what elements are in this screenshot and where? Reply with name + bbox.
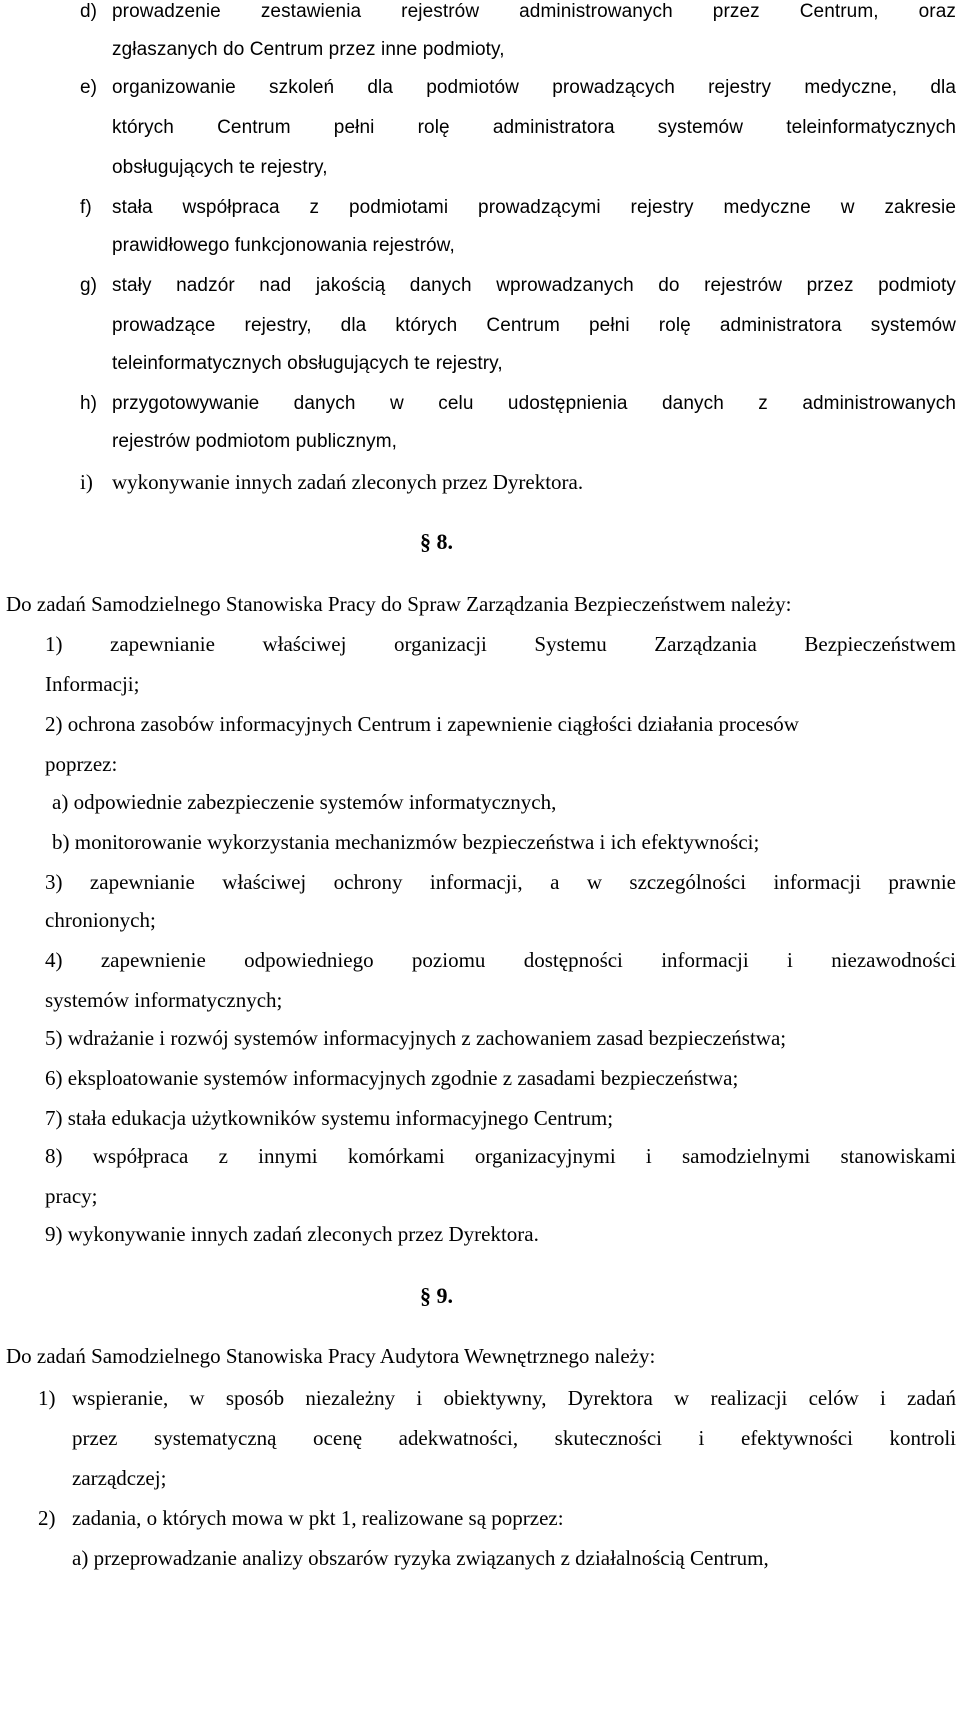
list-item-g-line1: stały nadzór nad jakością danych wprowadzanych do rejestrów przez podmioty: [112, 275, 956, 296]
list-label-h: h): [80, 393, 98, 414]
list-item-g-line2: prowadzące rejestry, dla których Centrum pełni rolę administratora systemów: [112, 315, 956, 336]
section-9-item-1-line3: zarządczej;: [72, 1466, 167, 1490]
list-item-f-line1: stała współpraca z podmiotami prowadzącymi rejestry medyczne w zakresie: [112, 197, 956, 218]
section-8-item-1-line1: 1) zapewnianie właściwej organizacji Systemu Zarządzania Bezpieczeństwem: [45, 632, 956, 656]
section-8-item-2-sub-b: b) monitorowanie wykorzystania mechanizmów bezpieczeństwa i ich efektywności;: [52, 830, 760, 854]
list-item-g-line3: teleinformatycznych obsługujących te rejestry,: [112, 353, 503, 374]
list-label-g: g): [80, 275, 98, 296]
section-8-item-1-line2: Informacji;: [45, 672, 140, 696]
section-8-item-8-line2: pracy;: [45, 1184, 98, 1208]
section-8-item-3-line1: 3) zapewnianie właściwej ochrony informacji, a w szczególności informacji prawnie: [45, 870, 956, 894]
list-item-e-line3: obsługujących te rejestry,: [112, 157, 328, 178]
list-item-e-line2: których Centrum pełni rolę administratora systemów teleinformatycznych: [112, 117, 956, 138]
section-8-item-8-line1: 8) współpraca z innymi komórkami organizacyjnymi i samodzielnymi stanowiskami: [45, 1144, 956, 1168]
list-item-f-line2: prawidłowego funkcjonowania rejestrów,: [112, 235, 455, 256]
section-8-item-2-sub-a: a) odpowiednie zabezpieczenie systemów informatycznych,: [52, 790, 557, 814]
list-label-i: i): [80, 470, 93, 494]
list-item-d-line1: prowadzenie zestawienia rejestrów administrowanych przez Centrum, oraz: [112, 1, 956, 22]
list-item-e-line1: organizowanie szkoleń dla podmiotów prowadzących rejestry medyczne, dla: [112, 77, 956, 98]
section-8-item-3-line2: chronionych;: [45, 908, 156, 932]
section-9-item-2-number: 2): [38, 1506, 56, 1530]
section-8-item-4-line2: systemów informatycznych;: [45, 988, 283, 1012]
section-9-item-1-line1: wspieranie, w sposób niezależny i obiektywny, Dyrektora w realizacji celów i zadań: [72, 1386, 956, 1410]
section-9-item-2-sub-a: a) przeprowadzanie analizy obszarów ryzyka związanych z działalnością Centrum,: [72, 1546, 769, 1570]
section-8-item-4-line1: 4) zapewnienie odpowiedniego poziomu dostępności informacji i niezawodności: [45, 948, 956, 972]
section-9-item-1-line2: przez systematyczną ocenę adekwatności, skuteczności i efektywności kontroli: [72, 1426, 956, 1450]
list-item-i: wykonywanie innych zadań zleconych przez Dyrektora.: [112, 470, 584, 494]
section-8-item-6: 6) eksploatowanie systemów informacyjnych zgodnie z zasadami bezpieczeństwa;: [45, 1066, 739, 1090]
section-8-item-2-line2: poprzez:: [45, 752, 118, 776]
section-heading-8: § 8.: [420, 529, 453, 554]
list-label-f: f): [80, 197, 92, 218]
list-label-e: e): [80, 77, 98, 98]
section-8-item-9: 9) wykonywanie innych zadań zleconych przez Dyrektora.: [45, 1222, 539, 1246]
section-9-intro: Do zadań Samodzielnego Stanowiska Pracy Audytora Wewnętrznego należy:: [6, 1344, 656, 1368]
list-item-d-line2: zgłaszanych do Centrum przez inne podmioty,: [112, 39, 505, 60]
list-label-d: d): [80, 1, 98, 22]
section-9-item-2-line1: zadania, o których mowa w pkt 1, realizowane są poprzez:: [72, 1506, 564, 1530]
list-item-h-line2: rejestrów podmiotom publicznym,: [112, 431, 398, 452]
section-8-item-5: 5) wdrażanie i rozwój systemów informacyjnych z zachowaniem zasad bezpieczeństwa;: [45, 1026, 787, 1050]
section-heading-9: § 9.: [420, 1283, 453, 1308]
section-8-item-7: 7) stała edukacja użytkowników systemu informacyjnego Centrum;: [45, 1106, 614, 1130]
section-8-intro: Do zadań Samodzielnego Stanowiska Pracy do Spraw Zarządzania Bezpieczeństwem należy:: [6, 592, 792, 616]
list-item-h-line1: przygotowywanie danych w celu udostępnienia danych z administrowanych: [112, 393, 956, 414]
section-8-item-2-line1: 2) ochrona zasobów informacyjnych Centrum i zapewnienie ciągłości działania procesów: [45, 712, 799, 736]
section-9-item-1-number: 1): [38, 1386, 56, 1410]
